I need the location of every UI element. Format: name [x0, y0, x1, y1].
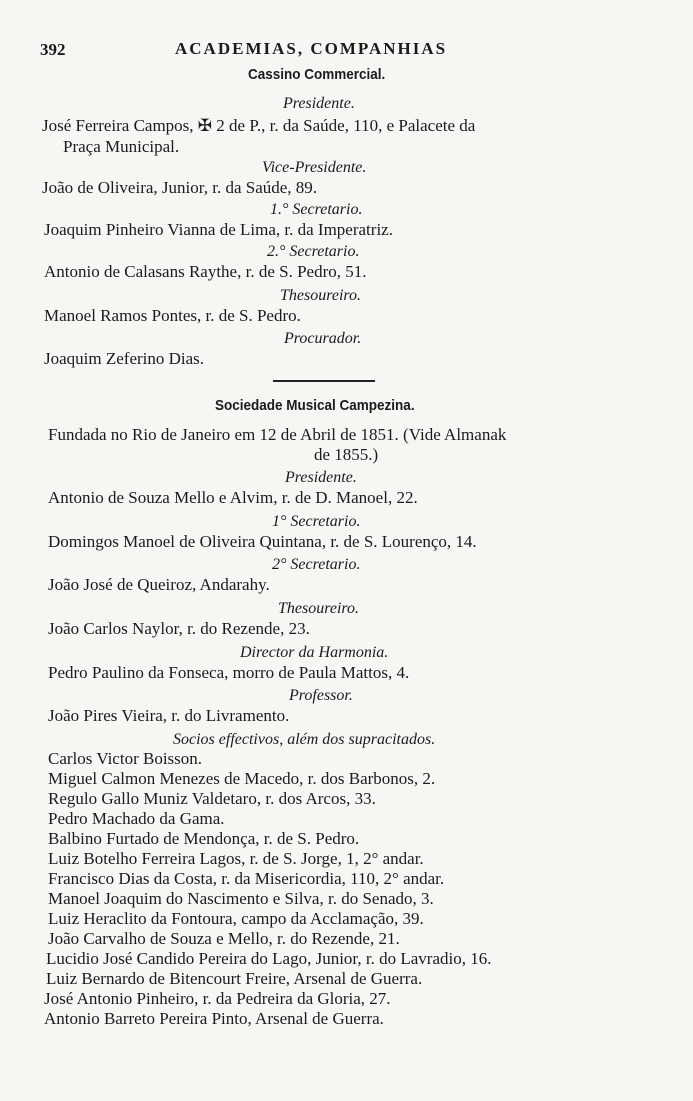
entry-line: Luiz Heraclito da Fontoura, campo da Acclamação, 39.: [48, 909, 424, 928]
entry-line: Miguel Calmon Menezes de Macedo, r. dos Barbonos, 2.: [48, 769, 436, 788]
entry-line: Luiz Botelho Ferreira Lagos, r. de S. Jorge, 1, 2° andar.: [48, 849, 424, 868]
entry-line: Pedro Machado da Gama.: [48, 809, 225, 828]
entry-line: Balbino Furtado de Mendonça, r. de S. Pedro.: [48, 829, 360, 848]
entry-line: Luiz Bernardo de Bitencourt Freire, Arsenal de Guerra.: [46, 969, 423, 988]
page-number: 392: [40, 40, 66, 59]
role-label: 1.° Secretario.: [270, 201, 363, 218]
entry-line: Domingos Manoel de Oliveira Quintana, r. de S. Lourenço, 14.: [48, 532, 477, 551]
role-label: Presidente.: [285, 469, 357, 486]
entry-line: Antonio de Calasans Raythe, r. de S. Pedro, 51.: [44, 262, 367, 281]
role-label: Thesoureiro.: [280, 287, 362, 304]
entry-line: Lucidio José Candido Pereira do Lago, Junior, r. do Lavradio, 16.: [46, 949, 492, 968]
entry-line: José Antonio Pinheiro, r. da Pedreira da Gloria, 27.: [44, 989, 391, 1008]
role-label: 1° Secretario.: [272, 513, 361, 530]
entry-line: José Ferreira Campos, ✠ 2 de P., r. da Saúde, 110, e Palacete da: [42, 116, 476, 135]
entry-line: Francisco Dias da Costa, r. da Misericordia, 110, 2° andar.: [48, 869, 445, 888]
entry-line: Fundada no Rio de Janeiro em 12 de Abril de 1851. (Vide Almanak: [48, 425, 507, 444]
section-divider: [273, 380, 375, 382]
role-label: Procurador.: [284, 330, 362, 347]
role-label: Thesoureiro.: [278, 600, 360, 617]
entry-line: Praça Municipal.: [63, 137, 180, 156]
entry-line: João Carlos Naylor, r. do Rezende, 23.: [48, 619, 310, 638]
role-label: Professor.: [289, 687, 353, 704]
role-label: 2° Secretario.: [272, 556, 361, 573]
entry-line: Pedro Paulino da Fonseca, morro de Paula Mattos, 4.: [48, 663, 410, 682]
entry-line: Antonio de Souza Mello e Alvim, r. de D. Manoel, 22.: [48, 488, 418, 507]
entry-line: Joaquim Pinheiro Vianna de Lima, r. da Imperatriz.: [44, 220, 393, 239]
role-label: 2.° Secretario.: [267, 243, 360, 260]
entry-line: João Carvalho de Souza e Mello, r. do Rezende, 21.: [48, 929, 400, 948]
entry-line: Antonio Barreto Pereira Pinto, Arsenal de Guerra.: [44, 1009, 384, 1028]
entry-line: Manoel Joaquim do Nascimento e Silva, r. do Senado, 3.: [48, 889, 434, 908]
entry-line: João Pires Vieira, r. do Livramento.: [48, 706, 290, 725]
role-label: Socios effectivos, além dos supracitados.: [173, 731, 436, 748]
entry-line: Regulo Gallo Muniz Valdetaro, r. dos Arcos, 33.: [48, 789, 376, 808]
entry-line: Manoel Ramos Pontes, r. de S. Pedro.: [44, 306, 301, 325]
role-label: Presidente.: [283, 95, 355, 112]
entry-line: Carlos Victor Boisson.: [48, 749, 203, 768]
section-title-cassino: Cassino Commercial.: [248, 66, 386, 83]
entry-line: João de Oliveira, Junior, r. da Saúde, 89.: [42, 178, 318, 197]
entry-line: João José de Queiroz, Andarahy.: [48, 575, 270, 594]
running-head: ACADEMIAS, COMPANHIAS: [175, 39, 448, 58]
section-title-sociedade: Sociedade Musical Campezina.: [215, 397, 415, 414]
role-label: Vice-Presidente.: [262, 159, 367, 176]
entry-line: Joaquim Zeferino Dias.: [44, 349, 205, 368]
role-label: Director da Harmonia.: [240, 644, 389, 661]
entry-line: de 1855.): [314, 445, 379, 464]
